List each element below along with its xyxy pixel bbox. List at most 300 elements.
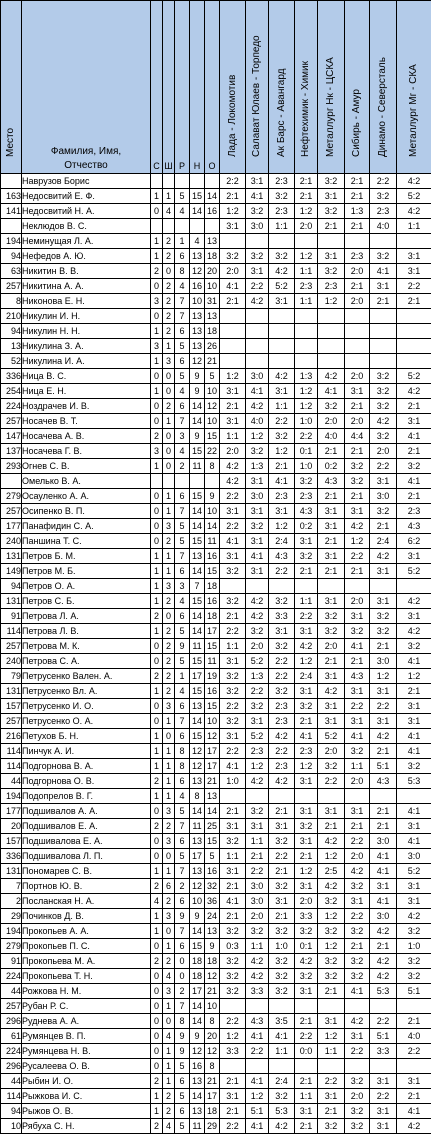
place-cell: 44 — [1, 774, 22, 789]
score-cell: 1:1 — [220, 429, 246, 444]
stat-cell: 3 — [163, 579, 175, 594]
table-row — [1, 804, 431, 819]
match-header-label: Сибирь - Амур — [351, 89, 362, 157]
stat-cell: 15 — [205, 639, 220, 654]
score-cell: 1:2 — [318, 294, 345, 309]
stat-cell: 2 — [163, 1089, 175, 1104]
stat-cell — [205, 474, 220, 489]
score-cell: 3:1 — [318, 699, 345, 714]
stat-cell: 1 — [151, 624, 163, 639]
score-cell — [246, 1059, 269, 1074]
score-cell: 2:3 — [269, 174, 295, 189]
stat-cell: 7 — [175, 294, 190, 309]
name-cell: Носачева Г. В. — [22, 444, 151, 459]
score-cell: 4:3 — [246, 1014, 269, 1029]
stat-cell: 0 — [151, 1014, 163, 1029]
score-cell: 3:2 — [370, 369, 397, 384]
score-cell: 3:1 — [318, 504, 345, 519]
name-cell: Подопрелов В. Г. — [22, 789, 151, 804]
score-cell: 2:1 — [220, 909, 246, 924]
stat-cell: 7 — [175, 504, 190, 519]
score-cell: 2:2 — [246, 864, 269, 879]
score-cell: 3:1 — [397, 609, 431, 624]
score-cell: 4:2 — [345, 1014, 370, 1029]
score-cell: 3:0 — [370, 834, 397, 849]
place-cell: 20 — [1, 819, 22, 834]
table-row — [1, 459, 431, 474]
score-cell — [269, 789, 295, 804]
place-cell: 279 — [1, 939, 22, 954]
stat-cell: 3 — [163, 834, 175, 849]
score-cell: 3:2 — [269, 954, 295, 969]
score-cell: 1:1 — [295, 294, 318, 309]
score-cell: 4:2 — [397, 204, 431, 219]
score-cell: 6:2 — [397, 534, 431, 549]
table-row — [1, 444, 431, 459]
stat-cell: 14 — [190, 204, 205, 219]
score-cell: 2:2 — [318, 1074, 345, 1089]
score-cell: 4:1 — [318, 384, 345, 399]
score-cell: 3:1 — [295, 684, 318, 699]
stat-cell: 13 — [205, 309, 220, 324]
stat-cell: 1 — [151, 579, 163, 594]
score-cell: 3:1 — [345, 804, 370, 819]
score-cell: 2:5 — [318, 864, 345, 879]
place-cell: 194 — [1, 234, 22, 249]
stat-cell: 4 — [163, 204, 175, 219]
score-cell: 4:0 — [397, 1029, 431, 1044]
stat-cell: 14 — [190, 1014, 205, 1029]
stat-cell: 1 — [151, 864, 163, 879]
score-cell: 2:1 — [345, 444, 370, 459]
stat-cell: 2 — [163, 639, 175, 654]
score-cell: 3:2 — [220, 969, 246, 984]
table-row — [1, 549, 431, 564]
score-cell: 2:0 — [345, 1089, 370, 1104]
score-cell: 2:1 — [220, 1104, 246, 1119]
stat-cell: 17 — [205, 1089, 220, 1104]
score-cell — [269, 324, 295, 339]
score-cell: 3:2 — [397, 969, 431, 984]
stat-cell: 5 — [175, 519, 190, 534]
score-cell: 1:2 — [295, 204, 318, 219]
score-cell: 3:1 — [370, 564, 397, 579]
table-row — [1, 654, 431, 669]
name-cell: Портнов Ю. В. — [22, 879, 151, 894]
score-cell: 3:2 — [345, 1119, 370, 1134]
score-cell: 3:1 — [397, 879, 431, 894]
score-cell: 3:1 — [397, 819, 431, 834]
score-cell: 2:1 — [345, 939, 370, 954]
match-header-label: Металлург Мг - СКА — [408, 64, 419, 157]
stat-cell: 20 — [205, 264, 220, 279]
stat-cell: 1 — [175, 669, 190, 684]
score-cell: 3:2 — [269, 984, 295, 999]
stat-cell: 0 — [163, 264, 175, 279]
score-cell: 2:1 — [220, 609, 246, 624]
match-header-label: Металлург Нк - ЦСКА — [325, 57, 336, 157]
score-cell: 1:3 — [345, 204, 370, 219]
table-row — [1, 714, 431, 729]
place-cell: 240 — [1, 534, 22, 549]
score-cell: 3:1 — [246, 504, 269, 519]
score-cell: 4:2 — [246, 399, 269, 414]
place-cell: 257 — [1, 279, 22, 294]
score-cell: 3:2 — [269, 969, 295, 984]
name-cell: Неклюдов В. С. — [22, 219, 151, 234]
stat-cell: 0 — [151, 849, 163, 864]
stat-cell: 16 — [190, 1059, 205, 1074]
score-cell: 2:2 — [220, 489, 246, 504]
score-cell: 2:1 — [345, 654, 370, 669]
score-cell: 5:1 — [370, 759, 397, 774]
score-cell: 3:1 — [295, 534, 318, 549]
score-cell — [397, 234, 431, 249]
score-cell: 2:1 — [345, 399, 370, 414]
stat-cell: 1 — [151, 384, 163, 399]
stat-cell: 0 — [151, 399, 163, 414]
stat-cell: 12 — [205, 729, 220, 744]
score-cell: 1:0 — [269, 939, 295, 954]
score-cell — [318, 339, 345, 354]
score-cell: 1:0 — [397, 939, 431, 954]
score-cell: 3:1 — [318, 549, 345, 564]
score-cell — [318, 579, 345, 594]
score-cell: 3:2 — [318, 1119, 345, 1134]
points-header: О — [205, 1, 220, 174]
stat-cell: 0 — [151, 519, 163, 534]
score-cell: 3:1 — [370, 279, 397, 294]
stat-cell: 13 — [205, 234, 220, 249]
stat-cell: 1 — [163, 774, 175, 789]
score-cell: 2:1 — [295, 1074, 318, 1089]
score-cell: 3:2 — [220, 564, 246, 579]
stat-cell: 2 — [163, 399, 175, 414]
match-header — [295, 1, 318, 174]
score-cell — [397, 339, 431, 354]
score-cell — [318, 999, 345, 1014]
score-cell: 1:1 — [246, 939, 269, 954]
score-cell: 2:1 — [318, 1104, 345, 1119]
score-cell: 2:1 — [295, 714, 318, 729]
stat-cell: 0 — [151, 369, 163, 384]
name-cell: Подшивалов Е. А. — [22, 819, 151, 834]
score-cell: 2:1 — [269, 909, 295, 924]
stat-cell: 6 — [175, 489, 190, 504]
stat-cell: 13 — [190, 774, 205, 789]
stat-cell: 14 — [190, 504, 205, 519]
place-cell: 149 — [1, 564, 22, 579]
score-cell: 3:2 — [246, 444, 269, 459]
stat-cell: 6 — [175, 894, 190, 909]
score-cell: 3:1 — [295, 1104, 318, 1119]
score-cell: 3:1 — [397, 549, 431, 564]
score-cell — [246, 789, 269, 804]
score-cell: 3:2 — [397, 759, 431, 774]
score-cell: 3:2 — [345, 924, 370, 939]
stat-cell: 12 — [190, 879, 205, 894]
name-cell: Ница Е. Н. — [22, 384, 151, 399]
stat-cell: 10 — [190, 294, 205, 309]
score-cell — [295, 234, 318, 249]
stat-cell: 1 — [151, 759, 163, 774]
stat-cell: 0 — [175, 954, 190, 969]
score-cell: 3:1 — [220, 1089, 246, 1104]
place-cell: 157 — [1, 834, 22, 849]
stat-cell: 2 — [163, 669, 175, 684]
score-cell: 3:2 — [397, 459, 431, 474]
stat-cell — [175, 474, 190, 489]
score-cell: 3:2 — [318, 924, 345, 939]
score-cell: 5:3 — [269, 1104, 295, 1119]
stat-cell: 0 — [151, 279, 163, 294]
stat-cell: 4 — [163, 1029, 175, 1044]
score-cell: 3:2 — [269, 924, 295, 939]
score-cell: 4:2 — [269, 729, 295, 744]
score-cell: 4:3 — [345, 669, 370, 684]
stat-cell: 16 — [205, 864, 220, 879]
score-cell: 4:1 — [345, 639, 370, 654]
score-cell: 4:1 — [397, 834, 431, 849]
place-cell: 91 — [1, 954, 22, 969]
score-cell — [397, 579, 431, 594]
name-cell: Петрова С. А. — [22, 654, 151, 669]
score-cell: 5:2 — [397, 864, 431, 879]
stat-cell: 2 — [163, 954, 175, 969]
stat-cell: 18 — [205, 609, 220, 624]
score-cell: 4:2 — [269, 1119, 295, 1134]
place-cell: 257 — [1, 639, 22, 654]
score-cell: 3:1 — [370, 1119, 397, 1134]
score-cell: 2:1 — [295, 849, 318, 864]
score-cell: 4:1 — [246, 1074, 269, 1089]
name-cell: Петухов Б. Н. — [22, 729, 151, 744]
name-cell: Подгорнова В. А. — [22, 759, 151, 774]
score-cell: 4:1 — [269, 474, 295, 489]
stat-cell: 2 — [175, 879, 190, 894]
score-cell: 3:0 — [370, 654, 397, 669]
score-cell: 2:0 — [345, 414, 370, 429]
score-cell: 3:2 — [345, 744, 370, 759]
score-cell: 3:1 — [269, 294, 295, 309]
score-cell — [397, 789, 431, 804]
name-cell: Никитина А. А. — [22, 279, 151, 294]
score-cell: 3:1 — [345, 894, 370, 909]
table-row — [1, 204, 431, 219]
score-cell: 3:1 — [220, 549, 246, 564]
stat-cell: 4 — [175, 789, 190, 804]
score-cell — [397, 324, 431, 339]
score-cell: 2:2 — [220, 519, 246, 534]
name-cell: Нефедов А. Ю. — [22, 249, 151, 264]
place-cell: 141 — [1, 204, 22, 219]
score-cell: 2:1 — [397, 489, 431, 504]
name-cell: Недосвитий Н. А. — [22, 204, 151, 219]
table-row — [1, 429, 431, 444]
score-cell: 4:0 — [370, 219, 397, 234]
score-cell — [370, 324, 397, 339]
score-cell: 3:2 — [269, 249, 295, 264]
stat-cell: 14 — [190, 414, 205, 429]
score-cell: 3:2 — [295, 969, 318, 984]
score-cell: 1:2 — [295, 654, 318, 669]
score-cell — [345, 579, 370, 594]
score-cell: 4:2 — [397, 624, 431, 639]
place-cell: 94 — [1, 1104, 22, 1119]
score-cell: 2:1 — [397, 1089, 431, 1104]
score-cell: 4:2 — [397, 174, 431, 189]
place-cell: 194 — [1, 789, 22, 804]
score-cell: 5:3 — [397, 774, 431, 789]
score-cell: 2:3 — [370, 204, 397, 219]
score-cell: 4:2 — [220, 459, 246, 474]
stat-cell: 17 — [190, 849, 205, 864]
stat-cell: 6 — [175, 354, 190, 369]
stat-cell: 12 — [205, 399, 220, 414]
stat-cell: 3 — [151, 339, 163, 354]
stat-cell: 1 — [151, 744, 163, 759]
stat-cell: 12 — [190, 264, 205, 279]
score-cell: 3:1 — [397, 414, 431, 429]
score-cell — [246, 309, 269, 324]
score-cell: 2:2 — [295, 429, 318, 444]
stat-cell: 10 — [205, 714, 220, 729]
score-cell — [269, 234, 295, 249]
stat-cell: 12 — [190, 1044, 205, 1059]
score-cell: 3:2 — [345, 954, 370, 969]
score-cell — [397, 354, 431, 369]
name-cell: Осипенко В. П. — [22, 504, 151, 519]
score-cell: 2:3 — [269, 204, 295, 219]
score-cell: 2:0 — [246, 639, 269, 654]
score-cell — [295, 339, 318, 354]
misses-header: Н — [190, 1, 205, 174]
stat-cell: 13 — [190, 834, 205, 849]
match-header — [345, 1, 370, 174]
score-cell: 4:3 — [370, 774, 397, 789]
score-cell: 4:2 — [295, 954, 318, 969]
stat-cell: 0 — [175, 969, 190, 984]
stat-cell: 6 — [175, 564, 190, 579]
score-cell: 3:2 — [345, 1074, 370, 1089]
table-row — [1, 384, 431, 399]
score-cell: 3:2 — [246, 519, 269, 534]
name-cell: Никулин Н. Н. — [22, 324, 151, 339]
score-cell: 3:1 — [370, 714, 397, 729]
stat-cell: 13 — [190, 324, 205, 339]
table-row — [1, 1059, 431, 1074]
score-cell — [370, 234, 397, 249]
score-cell — [295, 354, 318, 369]
score-cell: 5:2 — [318, 729, 345, 744]
name-cell: Рыбин И. О. — [22, 1074, 151, 1089]
stat-cell: 9 — [190, 909, 205, 924]
score-cell: 3:2 — [370, 429, 397, 444]
score-cell: 4:1 — [295, 729, 318, 744]
table-row — [1, 504, 431, 519]
stat-cell: 18 — [205, 1104, 220, 1119]
stat-cell: 0 — [151, 534, 163, 549]
stat-cell: 4 — [151, 894, 163, 909]
score-cell: 2:1 — [370, 804, 397, 819]
stat-cell: 8 — [175, 1014, 190, 1029]
score-cell: 3:2 — [345, 624, 370, 639]
stat-cell: 17 — [205, 624, 220, 639]
table-row — [1, 1089, 431, 1104]
stat-cell: 2 — [163, 309, 175, 324]
place-cell: 224 — [1, 399, 22, 414]
score-cell: 3:1 — [295, 624, 318, 639]
score-cell: 3:3 — [220, 1044, 246, 1059]
score-cell: 3:1 — [220, 414, 246, 429]
name-cell: Прокопьев А. А. — [22, 924, 151, 939]
score-cell: 2:1 — [345, 819, 370, 834]
place-cell: 114 — [1, 1089, 22, 1104]
score-cell: 2:2 — [269, 564, 295, 579]
games-count-header: С — [151, 1, 163, 174]
place-cell: 336 — [1, 369, 22, 384]
score-cell: 2:1 — [318, 984, 345, 999]
stat-cell: 3 — [163, 699, 175, 714]
score-cell: 3:0 — [246, 879, 269, 894]
score-cell: 1:1 — [345, 759, 370, 774]
match-header-label: Нефтехимик - Химик — [300, 60, 311, 157]
score-cell — [370, 339, 397, 354]
table-row — [1, 1044, 431, 1059]
match-header-label: Динамо - Северсталь — [377, 57, 388, 157]
score-cell: 1:2 — [345, 534, 370, 549]
table-row — [1, 954, 431, 969]
stat-cell: 0 — [163, 849, 175, 864]
score-cell: 3:1 — [220, 384, 246, 399]
stat-cell: 1 — [163, 999, 175, 1014]
score-cell: 2:2 — [345, 699, 370, 714]
place-cell: 257 — [1, 504, 22, 519]
score-cell: 4:1 — [246, 549, 269, 564]
score-cell: 1:2 — [295, 249, 318, 264]
score-cell: 3:2 — [345, 459, 370, 474]
stat-cell: 0 — [151, 969, 163, 984]
stat-cell: 15 — [190, 189, 205, 204]
table-row — [1, 849, 431, 864]
score-cell: 4:1 — [370, 264, 397, 279]
stat-cell: 5 — [175, 189, 190, 204]
stat-cell: 13 — [205, 924, 220, 939]
score-cell: 3:0 — [370, 489, 397, 504]
score-cell: 3:3 — [269, 609, 295, 624]
stat-cell: 13 — [205, 789, 220, 804]
stat-cell: 14 — [190, 399, 205, 414]
score-cell: 3:1 — [318, 519, 345, 534]
score-cell: 2:1 — [397, 399, 431, 414]
score-cell: 3:2 — [246, 249, 269, 264]
place-cell: 257 — [1, 714, 22, 729]
place-cell: 177 — [1, 519, 22, 534]
score-cell: 4:2 — [370, 924, 397, 939]
name-cell: Починков Д. В. — [22, 909, 151, 924]
stat-cell: 1 — [163, 939, 175, 954]
score-cell — [295, 789, 318, 804]
score-cell: 2:2 — [220, 1014, 246, 1029]
stat-cell: 9 — [190, 429, 205, 444]
score-cell: 4:2 — [220, 474, 246, 489]
stat-cell: 0 — [151, 489, 163, 504]
stat-cell: 7 — [175, 414, 190, 429]
stat-cell: 8 — [205, 459, 220, 474]
score-cell: 4:1 — [370, 864, 397, 879]
score-cell: 5:1 — [246, 1104, 269, 1119]
place-cell: 114 — [1, 744, 22, 759]
